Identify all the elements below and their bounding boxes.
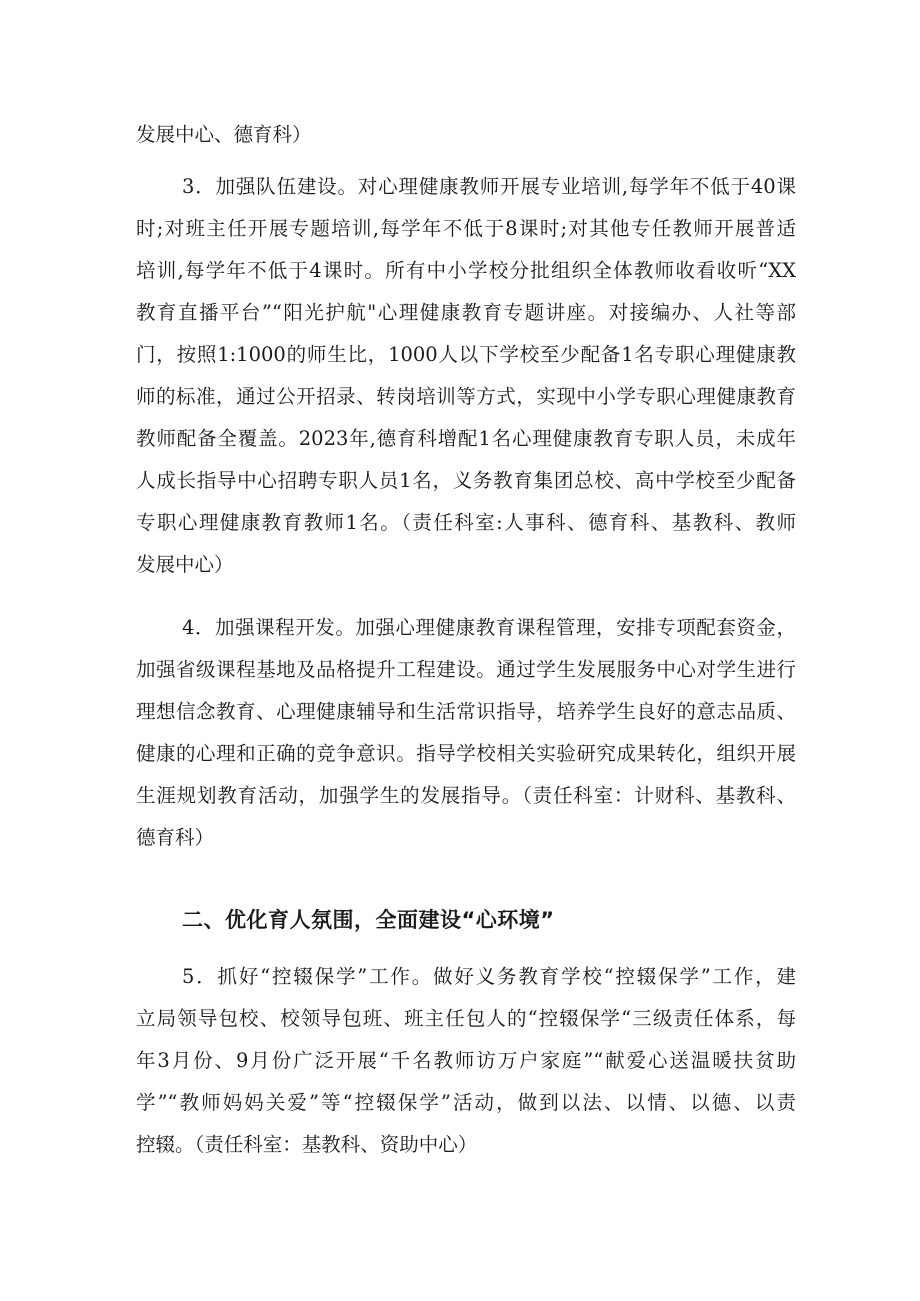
paragraph-line: 年3月份、9月份广泛开展“千名教师访万户家庭”“献爱心送温暖扶贫助 bbox=[136, 1049, 796, 1072]
section-heading: 二、优化育人氛围，全面建设“心环境” bbox=[182, 908, 555, 932]
paragraph-line: 健康的心理和正确的竞争意识。指导学校相关实验研究成果转化，组织开展 bbox=[136, 742, 796, 765]
paragraph-line: 4．加强课程开发。加强心理健康教育课程管理，安排专项配套资金， bbox=[182, 616, 796, 639]
paragraph-line: 控辍。（责任科室：基教科、资助中心） bbox=[136, 1133, 478, 1156]
paragraph-line: 学”“教师妈妈关爱”等“控辍保学”活动，做到以法、以情、以德、以责 bbox=[136, 1091, 796, 1114]
paragraph-line: 立局领导包校、校领导包班、班主任包人的“控辍保学“三级责任体系，每 bbox=[136, 1007, 796, 1030]
paragraph-line: 理想信念教育、心理健康辅导和生活常识指导，培养学生良好的意志品质、 bbox=[136, 700, 796, 723]
paragraph-line: 发展中心） bbox=[136, 553, 234, 576]
paragraph-line: 德育科） bbox=[136, 826, 215, 849]
paragraph-line: 发展中心、德育科） bbox=[136, 123, 312, 146]
paragraph-line: 3．加强队伍建设。对心理健康教师开展专业培训,每学年不低于40课 bbox=[182, 175, 796, 198]
paragraph-line: 加强省级课程基地及品格提升工程建设。通过学生发展服务中心对学生进行 bbox=[136, 658, 796, 681]
paragraph-line: 5．抓好“控辍保学”工作。做好义务教育学校“控辍保学”工作，建 bbox=[182, 965, 796, 988]
paragraph-line: 时;对班主任开展专题培训,每学年不低于8课时;对其他专任教师开展普适 bbox=[136, 217, 796, 240]
paragraph-line: 教师配备全覆盖。2023年,德育科增配1名心理健康教育专职人员，未成年 bbox=[136, 427, 796, 450]
paragraph-line: 生涯规划教育活动，加强学生的发展指导。（责任科室：计财科、基教科、 bbox=[136, 784, 796, 807]
paragraph-line: 师的标准，通过公开招录、转岗培训等方式，实现中小学专职心理健康教育 bbox=[136, 385, 796, 408]
paragraph-line: 人成长指导中心招聘专职人员1名，义务教育集团总校、高中学校至少配备 bbox=[136, 469, 796, 492]
paragraph-line: 教育直播平台”“阳光护航"心理健康教育专题讲座。对接编办、人社等部 bbox=[136, 301, 796, 324]
paragraph-line: 专职心理健康教育教师1名。（责任科室:人事科、德育科、基教科、教师 bbox=[136, 511, 796, 534]
paragraph-line: 门，按照1:1000的师生比，1000人以下学校至少配备1名专职心理健康教 bbox=[136, 343, 796, 366]
paragraph-line: 培训,每学年不低于4课时。所有中小学校分批组织全体教师收看收听“XX bbox=[136, 259, 796, 282]
